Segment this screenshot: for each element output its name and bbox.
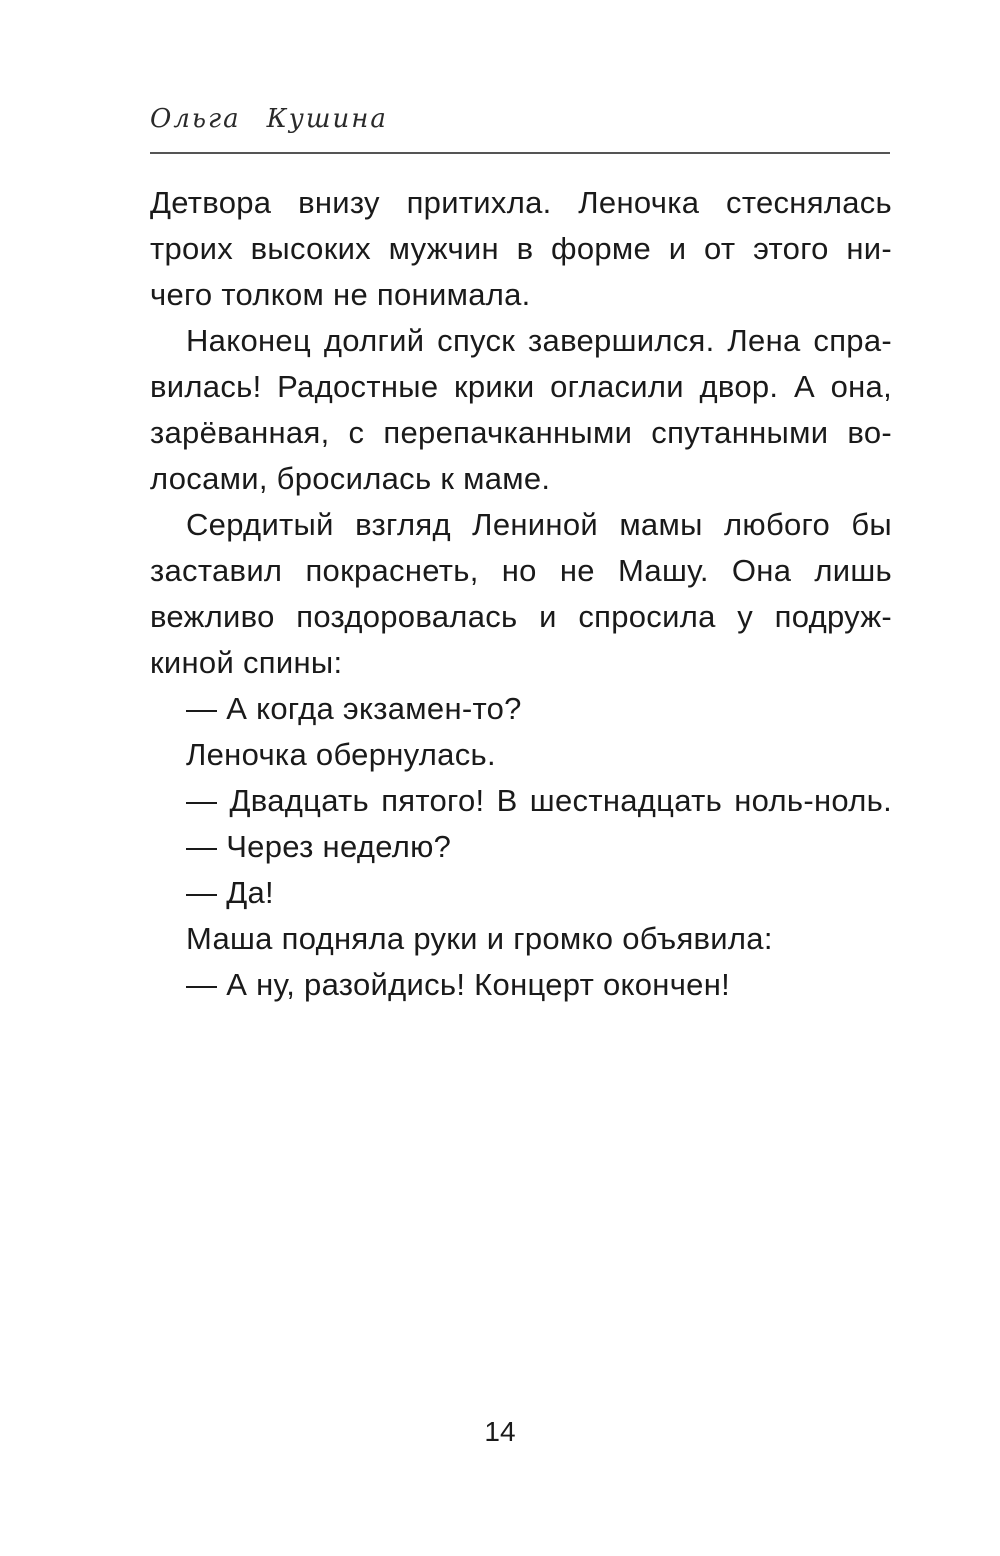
- text-line: зарёванная, с перепачканными спутанными во-: [150, 415, 892, 450]
- text-line: вежливо поздоровалась и спросила у подруж-: [150, 599, 892, 634]
- dialogue-line: — А ну, разойдись! Концерт окончен!: [186, 967, 731, 1002]
- main-text: [150, 180, 892, 1008]
- text-line: чего толком не понимала.: [150, 277, 531, 312]
- text-line: Наконец долгий спуск завершился. Лена спра-: [186, 323, 892, 358]
- page-number: 14: [484, 1416, 516, 1447]
- author-name: [150, 104, 388, 134]
- dialogue-line: — А когда экзамен-то?: [186, 691, 522, 726]
- text-line: заставил покраснеть, но не Машу. Она лишь: [150, 553, 892, 588]
- dialogue-line: — Двадцать пятого! В шестнадцать ноль-ноль.: [186, 783, 892, 818]
- dialogue-line: Маша подняла руки и громко объявила:: [186, 921, 773, 956]
- text-line: троих высоких мужчин в форме и от этого ни-: [150, 231, 892, 266]
- dialogue-line: Леночка обернулась.: [186, 737, 496, 772]
- text-line: лосами, бросилась к маме.: [150, 461, 551, 496]
- running-head: [150, 104, 890, 156]
- text-line: Сердитый взгляд Лениной мамы любого бы: [186, 507, 892, 542]
- dialogue-line: — Через неделю?: [186, 829, 452, 864]
- text-line: Детвора внизу притихла. Леночка стеснялась: [150, 185, 892, 220]
- dialogue-line: — Да!: [186, 875, 274, 910]
- author-first-name: Ольга: [150, 104, 241, 134]
- author-last-name: Кушина: [266, 104, 388, 134]
- text-line: киной спины:: [150, 645, 343, 680]
- text-line: вилась! Радостные крики огласили двор. А она,: [150, 369, 892, 404]
- header-rule: [150, 152, 890, 154]
